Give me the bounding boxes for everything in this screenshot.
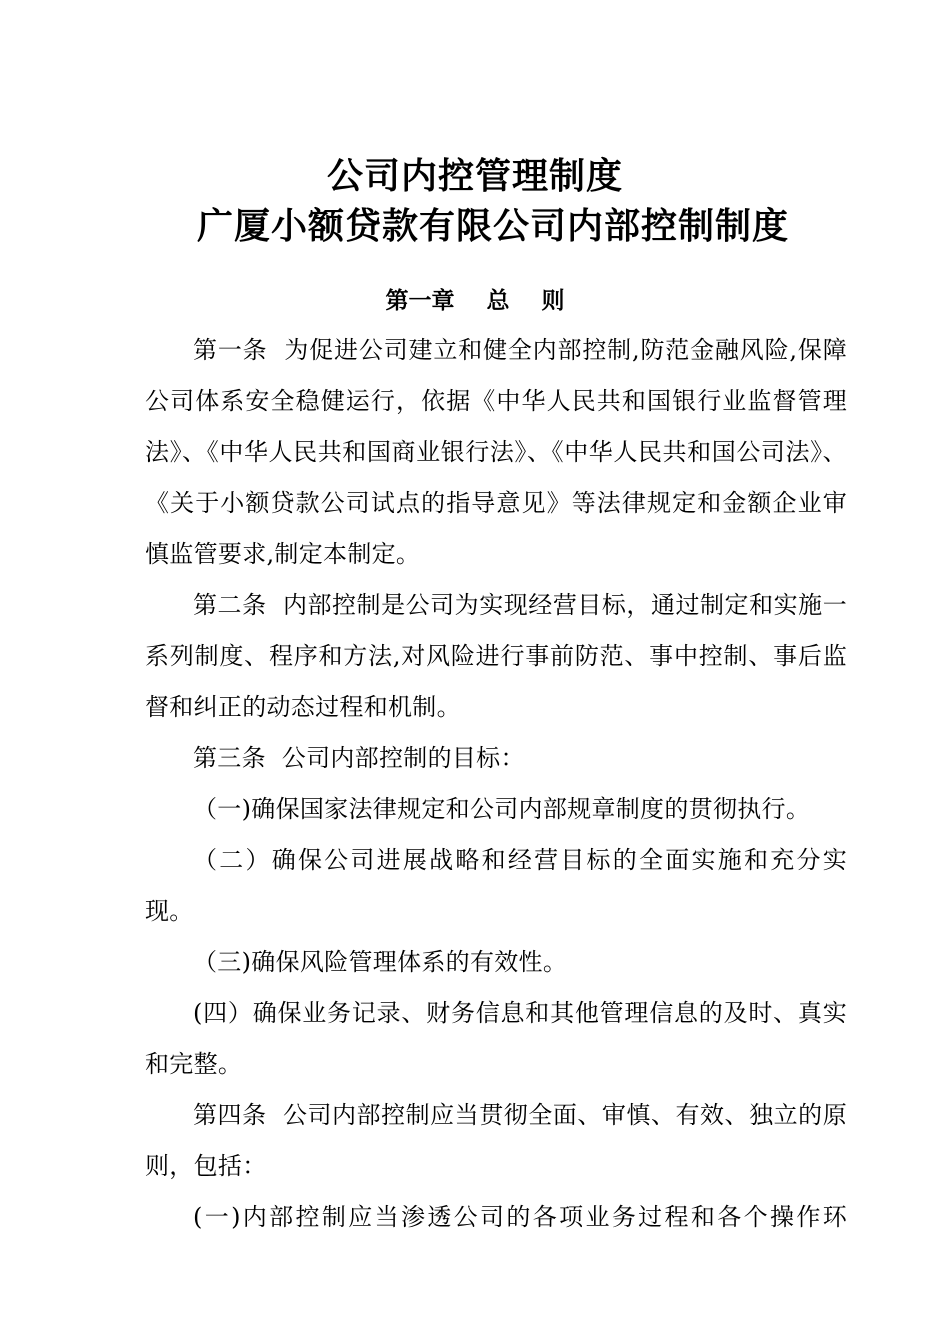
list-item: [145, 937, 847, 988]
document-subtitle: 广厦小额贷款有限公司内部控制制度: [196, 205, 789, 247]
document-title: 公司内控管理制度: [326, 155, 623, 197]
article-number: 第三条: [193, 744, 282, 772]
paragraph-text: 内部控制是公司为实现经营目标，通过制定和实施一系列制度、程序和方法,对风险进行事前防范、事中控制、事后监督和纠正的动态过程和机制。: [145, 591, 847, 721]
list-item-text: (一)内部控制应当渗透公司的各项业务过程和各个操作环: [193, 1203, 847, 1231]
article-number: 第二条: [193, 591, 283, 619]
article-number: 第四条: [193, 1101, 283, 1129]
chapter-heading: 第一章 总 则: [385, 288, 565, 314]
document-body: [145, 325, 847, 1243]
article-number: 第一条: [193, 336, 285, 364]
list-item: [145, 835, 847, 937]
list-item: [145, 784, 847, 835]
article-3-paragraph: [145, 733, 847, 784]
article-4-paragraph: [145, 1090, 847, 1192]
article-1-paragraph: [145, 325, 847, 580]
paragraph-text: 公司内部控制的目标：: [281, 744, 525, 772]
list-item-text: (四）确保业务记录、财务信息和其他管理信息的及时、真实和完整。: [145, 999, 847, 1078]
paragraph-text: 为促进公司建立和健全内部控制,防范金融风险,保障公司体系安全稳健运行，依据《中华人民共和国银行业监督管理法》、《中华人民共和国商业银行法》、《中华人民共和国公司法》、《关于小额贷款公司试点的指导意见》等法律规定和金额企业审慎监管要求,制定本制定。: [145, 336, 847, 568]
article-2-paragraph: [145, 580, 847, 733]
list-item: [145, 1192, 847, 1243]
list-item-text: （二）确保公司进展战略和经营目标的全面实施和充分实现。: [145, 846, 847, 925]
paragraph-text: 公司内部控制应当贯彻全面、审慎、有效、独立的原则，包括：: [145, 1101, 847, 1180]
list-item-text: （三)确保风险管理体系的有效性。: [193, 948, 568, 976]
list-item-text: （一)确保国家法律规定和公司内部规章制度的贯彻执行。: [193, 795, 811, 823]
list-item: [145, 988, 847, 1090]
